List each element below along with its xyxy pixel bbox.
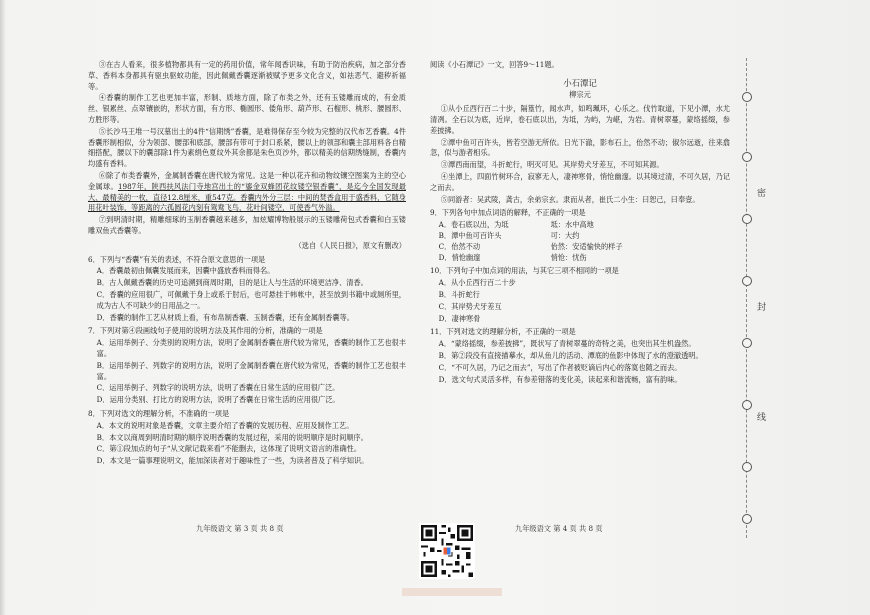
- passage-title: 小石潭记: [563, 77, 597, 88]
- question-9-option-c: [430, 242, 730, 253]
- margin-label-feng: 封: [757, 303, 767, 313]
- question-7-option-b: B．运用举例子、列数字的说明方法，说明了金属制香囊在唐代较为常见，香囊的制作工艺也很丰富。: [96, 360, 406, 381]
- paragraph-5: ⑤长沙马王堆一号汉墓出土的4件“信期绣”香囊，是难得保存至今较为完整的汉代布艺香囊。4件香囊形制相似，分为领部、腰部和底部，腰部有带可于封口系紧，腰以上的领部和囊主部用料各自精细搭配，腰以下的囊部除1件为素绢色夏纹外其余都是朱色页沙外，都以精美的信期绣缝制，香囊内均盛有香料。: [88, 126, 406, 169]
- page-footer-left: 九年级语文 第 3 页 共 8 页: [196, 524, 284, 533]
- binding-hole-icon: [742, 92, 752, 102]
- option-gloss: 坻：水中高地: [550, 220, 594, 230]
- question-8-option-c: C．第①段加点的句子“从文献记载来看”不能删去，这体现了说明文语言的准确性。: [96, 444, 362, 454]
- binding-hole-icon: [742, 514, 752, 524]
- paragraph-4: ④香囊的制作工艺也更加丰富，形制、质地方面，除了布类之外，还有玉镂雕而成的，有金质丝、银累丝、点翠镶嵌的，形状方面，有方形、椭圆形、倭角形、葫芦形、石榴形、桃形、腰圆形、方胜形等。: [88, 93, 406, 124]
- question-8-option-d: D．本文是一篇事理说明文，能加深读者对于趣味性了一些，为读者普及了科学知识。: [96, 456, 369, 466]
- question-9-option-d: [430, 253, 730, 264]
- question-11-option-a: A．“蒙络摇缀，参差披拂”，既状写了青树翠蔓的奇特之美，也突出其生机盎然。: [438, 339, 696, 349]
- binding-hole-icon: [742, 400, 752, 410]
- margin-label-mi: 密: [757, 189, 767, 199]
- passage-author: 柳宗元: [569, 90, 591, 100]
- paragraph-7: ⑦到明清时期，精雕细琢的玉制香囊越来越多，加炫耀博物般展示的玉镂雕荷包式香囊和白玉镂雕双鱼式香囊等。: [88, 215, 406, 235]
- option-gloss: 悄怆：忧伤: [550, 252, 587, 262]
- question-6-option-d: D．香囊的制作工艺从材质上看，有布帛制香囊、玉制香囊，还有金属制香囊等。: [96, 312, 354, 322]
- question-10-stem: 10．下列句子中加点词的用法，与其它三项不相同的一项是: [430, 266, 619, 276]
- passage-paragraph-4: ④坐潭上，四面竹树环合，寂寥无人，凄神寒骨，悄怆幽邃。以其境过清，不可久居，乃记之而去。: [430, 171, 730, 192]
- paragraph-6-text: ⑥除了布类香囊外，金属制香囊在唐代较为常见。这是一种以花卉和动物纹镶空图案为主的空心金属球。: [88, 170, 406, 191]
- binding-hole-icon: [742, 152, 752, 162]
- paragraph-3: ③在古人看来，很多植物都具有一定的药用价值，常年闻香识味，有助于防治疾病，加之部分香草、香料本身都具有驱虫驱蚊功能，因此佩戴香囊逐渐被赋予更多文化含义，如祛恶气、避秽祈福等。: [88, 60, 406, 91]
- source-note: （选自《人民日报》，原文有删改）: [294, 240, 406, 250]
- question-11-option-d: D．选文句式灵活多样，有参差错落的变化美，读起来和谐流畅，富有韵味。: [438, 374, 682, 384]
- question-11-stem: 11．下列对选文的理解分析，不正确的一项是: [430, 327, 576, 337]
- binding-hole-icon: [742, 276, 752, 286]
- question-8-option-a: A．本文的说明对象是香囊，文章主要介绍了香囊的发展历程、应用及制作工艺。: [96, 420, 354, 430]
- option-text: C．佁然不动: [438, 241, 481, 251]
- binding-hole-icon: [742, 214, 752, 224]
- question-7-stem: 7．下列对第④段画线句子使用的说明方法及其作用的分析，准确的一项是: [88, 326, 323, 336]
- question-6-option-c: C．香囊的应用很广，可佩戴于身上或系于肘后，也可悬挂于帏帐中，甚至放到书籍中或厕所里，成为古人不可缺少的日用品之一。: [96, 289, 406, 310]
- question-6-option-b: B．古人佩戴香囊的历史可追溯到商周时期，目的是让人与生活的环境更洁净、清香。: [96, 278, 368, 288]
- option-gloss: 佁然：安适愉快的样子: [550, 241, 623, 251]
- qr-code-icon: [419, 523, 475, 579]
- question-6-option-a: A．香囊最初由佩囊发展而来，因囊中盛放香料而得名。: [96, 266, 275, 276]
- binding-hole-icon: [742, 338, 752, 348]
- question-7-option-a: A．运用举例子、分类别的说明方法，说明了金属制香囊在唐代较为常见，香囊的制作工艺也很丰富。: [96, 338, 406, 358]
- question-8-option-b: B．本文以商周到明清时期的顺序说明香囊的发展过程，采用的说明顺序是时间顺序。: [96, 432, 368, 442]
- reading-intro: 阅读《小石潭记》一文，回答9～11题。: [430, 60, 559, 69]
- option-text: B．潭中鱼可百许头: [438, 230, 502, 240]
- question-10-option-b: B．斗折蛇行: [438, 289, 480, 299]
- question-7-option-c: C．运用举例子、列数字的说明方法，说明了香囊在日常生活的应用很广泛。: [96, 383, 340, 393]
- margin-label-xian: 线: [757, 413, 767, 423]
- passage-paragraph-3: ③潭西南而望，斗折蛇行，明灭可见。其岸势犬牙差互，不可知其源。: [440, 160, 664, 170]
- question-10-option-d: D．凄神寒骨: [438, 313, 481, 323]
- question-9-stem: 9．下列各句中加点词语的解释，不正确的一项是: [430, 208, 586, 218]
- passage-paragraph-2: ②潭中鱼可百许头，皆若空游无所依。日光下澈，影布石上，佁然不动；俶尔远逝，往来翕忽，似与游者相乐。: [430, 137, 730, 158]
- question-7-option-d: D．运用分类别、打比方的说明方法，说明了香囊在日常生活的应用很广泛。: [96, 395, 340, 405]
- option-text: D．悄怆幽邃: [438, 252, 481, 262]
- passage-paragraph-5: ⑤同游者：吴武陵，龚古，余弟宗玄。隶而从者，崔氏二小生：曰恕己，曰奉壹。: [440, 194, 700, 204]
- option-gloss: 可：大约: [550, 230, 580, 240]
- stamp-mark: [402, 588, 502, 596]
- question-9-option-b: [430, 231, 730, 242]
- left-page: [88, 60, 406, 468]
- question-11-option-b: B．第②段没有直接描摹水，却从鱼儿的活动、潭底的鱼影中体现了水的澄澈透明。: [438, 350, 703, 360]
- question-9-option-a: [430, 220, 730, 231]
- right-page: [430, 60, 730, 386]
- question-10-option-a: A．从小丘西行百二十步: [438, 278, 516, 288]
- underlined-sentence: 1987年，陕西扶风法门寺地宫出土的“鎏金双蜂团花纹镂空银香囊”，是迄今全国发现最大、最精美的一枚，直径12.8厘米，重547克。香囊内外分三层：中间的焚香盒用于盛香料，它随身用花叶装饰，等距离的六孤圆花内刻有鸳鸯飞鸟，花叶间镂空，可使香气外溢。: [88, 181, 406, 213]
- binding-hole-icon: [742, 462, 752, 472]
- paragraph-6: [88, 171, 406, 214]
- question-11-option-c: C．“不可久居，乃记之而去”，写出了作者被贬谪后内心的落寞也随之而去。: [438, 362, 682, 372]
- question-10-option-c: C．其岸势犬牙差互: [438, 301, 502, 311]
- page-footer-right: 九年级语文 第 4 页 共 8 页: [515, 524, 603, 533]
- passage-paragraph-1: ①从小丘西行百二十步，隔篁竹，闻水声，如鸣珮环，心乐之。伐竹取道，下见小潭，水尤清冽。全石以为底，近岸，卷石底以出，为坻，为屿，为嵁，为岩。青树翠蔓，蒙络摇缀，参差披拂。: [430, 104, 730, 135]
- question-8-stem: 8．下列对选文的理解分析，不准确的一项是: [88, 408, 230, 418]
- question-6-stem: 6．下列与“香囊”有关的表述，不符合原文意思的一项是: [88, 254, 266, 264]
- option-text: A．卷石底以出，为坻: [438, 220, 509, 230]
